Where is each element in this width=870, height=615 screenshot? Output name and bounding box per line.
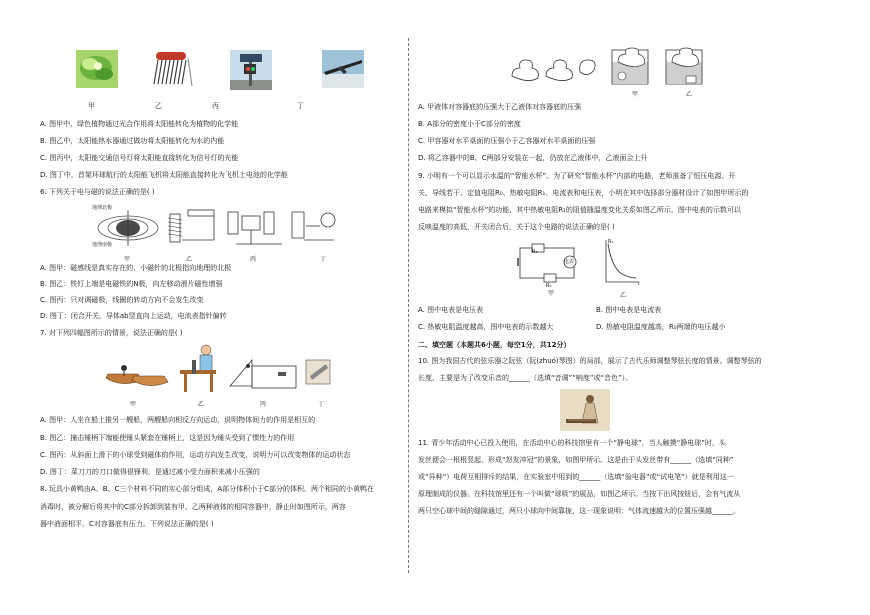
fig-caption-ding: 丁 xyxy=(297,102,304,110)
q10-line-2: 长度，主要是为了改变乐音的______（选填“音调”“响度”或“音色”）。 xyxy=(418,374,633,382)
q8-caption-jia: 甲 xyxy=(632,91,639,98)
q8-figure-ducks xyxy=(508,44,718,90)
q9-graph-t-label: t xyxy=(638,281,640,287)
q7-question: 7. 对下列四幅图所示的情景，说法正确的是( ) xyxy=(40,329,183,337)
q8-option-d: D. 将乙容器中的B、C两部分安装在一起，仍放在乙液体中，乙液面会上升 xyxy=(418,154,648,162)
q8-line-3: 器中液面相平，C对容器底有压力。下列说法正确的是( ) xyxy=(40,520,214,528)
q9-option-c: C. 热敏电阻温度越高，图中电表的示数越大 xyxy=(418,323,554,331)
q9-graph-r1-label: R₁ xyxy=(608,239,614,245)
q9-r0-label: R₀ xyxy=(546,283,552,289)
q6-option-c: C. 图丙：只对调磁极，线圈的转动方向不会发生改变 xyxy=(40,296,204,304)
q6-figure xyxy=(96,200,340,256)
q8-option-b: B. A部分的密度小于C部分的密度 xyxy=(418,120,521,128)
column-divider xyxy=(408,38,409,573)
fig-caption-yi: 乙 xyxy=(155,102,162,110)
q7-figure xyxy=(102,340,338,396)
q8-line-1: 8. 玩具小黄鸭由A、B、C三个材料不同的实心部分组成，A部分体积小于C部分的体积。两个相同的小黄鸭在 xyxy=(40,485,375,493)
q6-caption-ding: 丁 xyxy=(320,256,327,263)
q6-caption-bing: 丙 xyxy=(250,256,257,263)
q9-caption-yi: 乙 xyxy=(620,292,627,299)
photo-solar-water-heater xyxy=(150,48,196,88)
q9-caption-jia: 甲 xyxy=(548,290,555,297)
q7-option-d: D. 图丁：菜刀刀的刀口做得很锋利，是通过减小受力面积来减小压强的 xyxy=(40,468,260,476)
q5-option-a: A. 图甲中，绿色植物通过光合作用将太阳能转化为植物的化学能 xyxy=(40,120,239,128)
photo-solar-traffic-light xyxy=(230,50,272,90)
q8-option-a: A. 甲液体对容器底的压强大于乙液体对容器底的压强 xyxy=(418,103,582,111)
q9-option-a: A. 图中电表是电压表 xyxy=(418,306,484,314)
q7-caption-jia: 甲 xyxy=(130,401,137,408)
q10-line-1: 10. 图为我国古代的弦乐器之阮弦（阮(zhuó)琴图）的局部，展示了古代乐师调整琴弦长度的情景。调整琴弦的 xyxy=(418,357,762,365)
q6-option-a: A. 图甲：磁感线是真实存在的，小磁针的北极指向地理的北极 xyxy=(40,264,232,272)
q8-option-c: C. 甲容器对水平桌面的压强小于乙容器对水平桌面的压强 xyxy=(418,137,596,145)
q7-option-c: C. 图丙：从斜面上滑下的小球受到磁体的作用，运动方向发生改变，说明力可以改变物体的运动状态 xyxy=(40,451,351,459)
right-column xyxy=(410,0,870,615)
q7-caption-ding: 丁 xyxy=(318,401,325,408)
q9-meter-label: 电表 xyxy=(564,259,575,265)
q9-option-b: B. 图中电表是电流表 xyxy=(596,306,662,314)
q9-r1-label: R₁ xyxy=(532,249,538,255)
q7-caption-yi: 乙 xyxy=(198,401,205,408)
q11-line-1: 11. 青少年活动中心已投入使用，在活动中心的科技馆里有一个“静电球”，当人触摸“静电球”时，头 xyxy=(418,439,726,447)
q11-line-5: 两只空心球中间的缝隙通过，两只小球向中间靠拢，这一现象说明：气体流速越大的位置压强越______。 xyxy=(418,507,740,515)
left-column xyxy=(0,0,410,615)
photo-solar-airplane xyxy=(322,50,364,88)
q5-option-b: B. 图乙中，太阳能热水器通过做功将太阳能转化为水的内能 xyxy=(40,137,225,145)
section-title-fill-blank: 二、填空题（本题共6小题，每空1分，共12分） xyxy=(418,341,571,349)
q9-resistance-temperature-graph xyxy=(600,238,640,288)
fig-caption-bing: 丙 xyxy=(212,102,219,110)
q6-label-south: 地理南极 xyxy=(92,242,113,248)
q6-label-north: 地理北极 xyxy=(92,205,113,211)
q8-line-2: 消毒时，被分解后将其中的C部分拆卸到装有甲、乙两种液体的相同容器中，静止时如图所示，两容 xyxy=(40,503,346,511)
q6-caption-yi: 乙 xyxy=(186,256,193,263)
q7-caption-bing: 丙 xyxy=(260,401,267,408)
fig-caption-jia: 甲 xyxy=(88,102,95,110)
q9-option-d: D. 热敏电阻温度越高，R₀两端的电压越小 xyxy=(596,323,726,331)
q10-ancient-musician-figure xyxy=(560,389,610,431)
photo-green-plant xyxy=(76,50,118,88)
q11-line-2: 发丝便会一根根竖起，形成“怒发冲冠”的景象，如图甲所示。这是由于头发丝带有______（选填“同种” xyxy=(418,456,734,464)
q7-option-a: A. 图甲：人坐在船上推另一艘船，两艘船向相反方向运动，说明物体间力的作用是相互的 xyxy=(40,416,316,424)
q5-option-d: D. 图丁中，首架环球航行的太阳能飞机将太阳能直接转化为飞机上电池的化学能 xyxy=(40,171,288,179)
q9-line-2: 关、导线若干、定值电阻R₀、热敏电阻R₁、电流表和电压表，小明在其中选择部分器材设计了如图甲所示的 xyxy=(418,189,749,197)
q9-line-1: 9. 小明有一个可以显示水温的“智能水杯”。为了研究“智能水杯”内部的电路，老师准备了恒压电源、开 xyxy=(418,172,736,180)
q6-question: 6. 下列关于电与磁的说法正确的是( ) xyxy=(40,188,155,196)
q9-line-3: 电路来模拟“智能水杯”的功能，其中热敏电阻R₁的阻值随温度变化关系如图乙所示，图中电表的示数可以 xyxy=(418,206,741,214)
q8-caption-yi: 乙 xyxy=(686,91,693,98)
q7-option-b: B. 图乙：撞击锤柄下端能使锤头紧套在锤柄上，这是因为锤头受到了惯性力的作用 xyxy=(40,434,295,442)
q11-line-4: 原理制成的仪器。在科技馆里还有一个叫做“球吸”的展品，如图乙所示。当按下出风按钮后，会有气流从 xyxy=(418,490,741,498)
q6-option-b: B. 图乙：铁钉上端是电磁铁的N极，向左移动滑片磁性增强 xyxy=(40,280,223,288)
q6-option-d: D. 图丁：闭合开关，导体ab竖直向上运动，电流表指针偏转 xyxy=(40,312,227,320)
q6-caption-jia: 甲 xyxy=(124,256,131,263)
q11-line-3: 或“异种”）电荷互相排斥的结果，在实验室中用到的______（选填“验电器”或“试电笔”）就是利用这一 xyxy=(418,473,734,481)
q5-option-c: C. 图丙中，太阳能交通信号灯将太阳能直接转化为信号灯的光能 xyxy=(40,154,239,162)
q9-line-4: 反映温度的高低，开关闭合后，关于这个电路的说法正确的是( ) xyxy=(418,223,615,231)
